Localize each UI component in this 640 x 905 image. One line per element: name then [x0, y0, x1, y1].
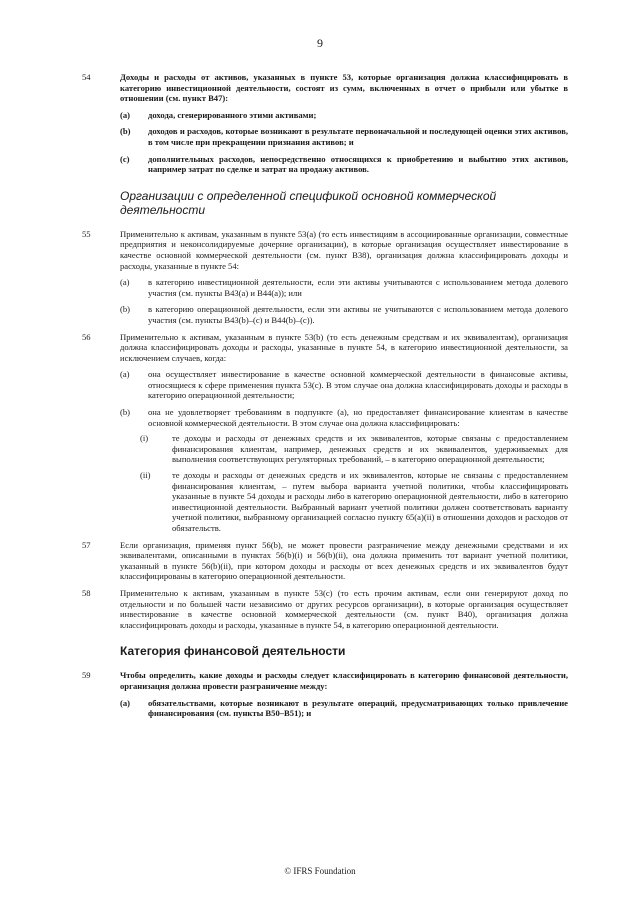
list-item — [120, 277, 568, 298]
document-body — [82, 72, 568, 725]
item-text: доходов и расходов, которые возникают в результате первоначальной и последующей оценки этих активов, в том числе при прекращении признания активов; и — [148, 126, 568, 147]
paragraph-59 — [82, 670, 568, 718]
paragraph-text: Применительно к активам, указанным в пункте 53(b) (то есть денежным средствам и их эквивалентам), организация должна классифицировать доходы и расходы, указанные в пункте 54, в категорию инвестиционной деятельности, за исключением случаев, когда: — [120, 331, 568, 363]
item-text: дополнительных расходов, непосредственно относящихся к приобретению и выбытию этих активов, например затрат по сделке и затрат на продажу активов. — [148, 153, 568, 175]
paragraph-text: Применительно к активам, указанным в пункте 53(a) (то есть инвестициям в ассоциированные организации, совместные предприятия и неконсолидируемые дочерние организации), в которые организация осуществляет инвестирование в качестве основной коммерческой деятельности (см. пункт B38), организация должна классифицировать доходы и расходы, указанные в пункте 54: — [120, 228, 568, 271]
list-item — [120, 369, 568, 401]
paragraph-number: 58 — [82, 587, 91, 598]
sub-item-label: (i) — [140, 433, 149, 444]
footer-copyright: © IFRS Foundation — [284, 866, 356, 876]
item-text: в категорию операционной деятельности, если эти активы не учитываются с использованием метода долевого участия (см. пункты B43(b)–(c) и B44(b)–(c)). — [148, 304, 568, 325]
paragraph-number: 55 — [82, 228, 91, 239]
item-text: она осуществляет инвестирование в качестве основной коммерческой деятельности в финансовые активы, относящиеся к сфере применения пункта 53(c). В этом случае она должна классифицировать доходы и расходы в категорию операционной деятельности; — [148, 369, 568, 401]
paragraph-text: Чтобы определить, какие доходы и расходы следует классифицировать в категорию финансовой деятельности, организация должна провести разграничение между: — [120, 670, 568, 691]
sub-item — [140, 470, 568, 534]
list-item — [120, 126, 568, 147]
item-label: (b) — [120, 304, 131, 315]
sub-item-text: те доходы и расходы от денежных средств и их эквивалентов, которые не связаны с предоставлением финансирования клиентам, – путем выбора варианта учетной политики, чтобы классифицировать указанные в пункте 54 доходы и расходы либо в категорию операционной деятельности, либо в категорию инвестиционной деятельности. Выбранный вариант учетной политики должен соответствовать варианту учетной политики, выбранному организацией согласно пункту 65(a)(ii) в отношении доходов и расходов от обязательств. — [172, 470, 568, 533]
sub-item-label: (ii) — [140, 470, 151, 481]
list-item — [120, 154, 568, 175]
paragraph-text: Применительно к активам, указанным в пункте 53(c) (то есть прочим активам, если они генерируют доход по отдельности и по большей части независимо от других ресурсов организации), в которые организация осуществляет инвестирование в качестве основной коммерческой деятельности (см. пункт B40), организация должна классифицировать доходы и расходы, указанные в пункте 54, в категорию операционной деятельности. — [120, 587, 568, 630]
item-label: (a) — [120, 277, 130, 288]
paragraph-54 — [82, 72, 568, 175]
item-label: (a) — [120, 369, 130, 380]
paragraph-text: Если организация, применяя пункт 56(b), не может провести разграничение между денежными средствами и их эквивалентами, описанными в пунктах 56(b)(i) и 56(b)(ii), она должна применить тот вариант учетной политики, указанный в пункте 56(b)(ii), при котором доходы и расходы от всех денежных средств и их эквивалентов будут классифицированы в категорию операционной деятельности. — [120, 539, 568, 582]
list-item — [120, 407, 568, 534]
item-label: (a) — [120, 109, 131, 120]
item-label: (c) — [120, 153, 130, 164]
item-text: обязательствами, которые возникают в результате операций, предусматривающих только привлечение финансирования (см. пункты B50–B51); и — [148, 697, 568, 719]
sub-item-text: те доходы и расходы от денежных средств и их эквивалентов, которые связаны с предоставлением финансирования клиентам, например, денежных средств и их эквивалентов, удерживаемых для выполнения соответствующих регуляторных требований, – в категорию операционной деятельности; — [172, 433, 568, 465]
section-heading: Организации с определенной спецификой основной коммерческой деятельности — [120, 188, 497, 217]
item-label: (a) — [120, 697, 131, 708]
item-label: (b) — [120, 126, 131, 137]
paragraph-number: 59 — [82, 670, 91, 681]
paragraph-number: 54 — [82, 72, 91, 82]
paragraph-55 — [82, 229, 568, 326]
page-number: 9 — [317, 36, 323, 50]
section-heading: Категория финансовой деятельности — [120, 644, 346, 659]
paragraph-number: 57 — [82, 539, 91, 550]
paragraph-58 — [82, 588, 568, 630]
item-label: (b) — [120, 407, 131, 418]
item-text: она не удовлетворяет требованиям в подпункте (a), но предоставляет финансирование клиентам в качестве основной коммерческой деятельности. В этом случае она должна классифицировать: — [148, 407, 568, 428]
paragraph-57 — [82, 540, 568, 582]
sub-item — [140, 433, 568, 465]
paragraph-56 — [82, 332, 568, 534]
paragraph-text: Доходы и расходы от активов, указанных в пункте 53, которые организация должна классифицировать в категорию инвестиционной деятельности, состоят из сумм, включенных в отчет о прибыли или убытке в отношении (см. пункт B47): — [120, 72, 568, 104]
list-item — [120, 304, 568, 325]
paragraph-number: 56 — [82, 331, 91, 342]
item-text: дохода, сгенерированного этими активами; — [148, 109, 317, 120]
item-text: в категорию инвестиционной деятельности, если эти активы учитываются с использованием метода долевого участия (см. пункты B43(a) и B44(a)); или — [148, 277, 568, 298]
list-item — [120, 698, 568, 719]
list-item — [120, 110, 568, 121]
